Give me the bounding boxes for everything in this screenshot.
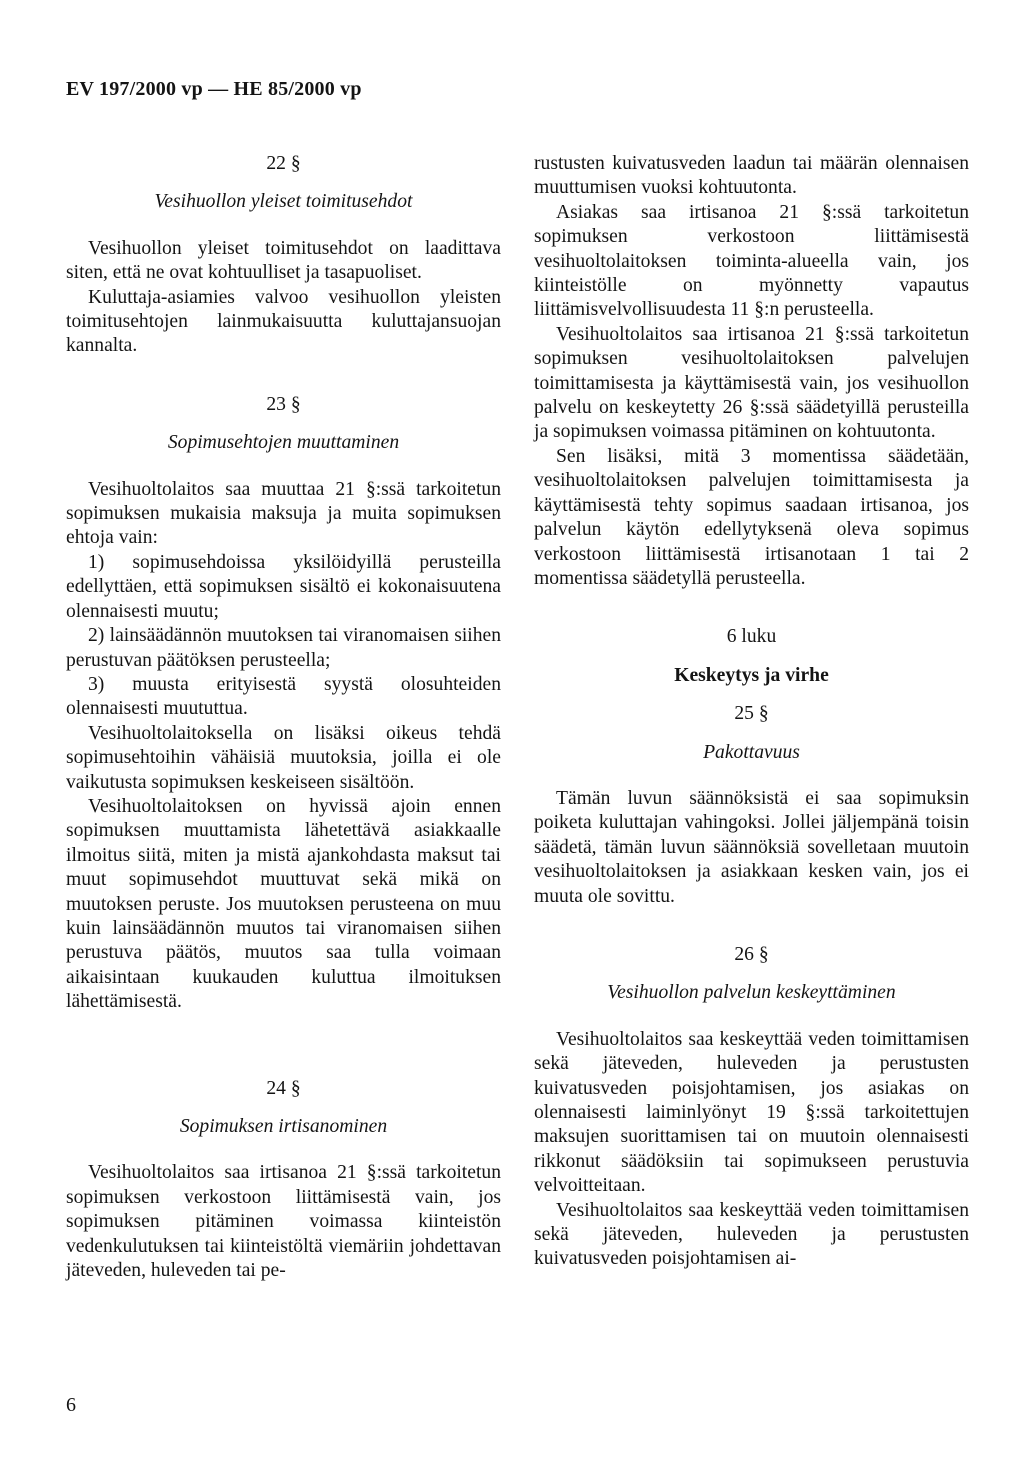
running-head: EV 197/2000 vp — HE 85/2000 vp xyxy=(66,78,362,100)
section-22-title: Vesihuollon yleiset toimitusehdot xyxy=(154,191,413,213)
section-25-number: 25 § xyxy=(734,703,769,725)
section-23-number: 23 § xyxy=(266,393,301,415)
chapter-number: 6 luku xyxy=(726,626,777,648)
section-23-item-3: 3) muusta erityisestä syystä olosuhteiden olennaisesti muututtua. xyxy=(66,673,501,720)
section-24-paragraph-3: Vesihuoltolaitos saa irtisanoa 21 §:ssä tarkoitetun sopimuksen vesihuoltolaitoksen palvelujen toimittamisesta ja käyttämisestä vain, jos vesihuollon palvelu on keskeytetty 26 §:ssä säädetyillä perusteilla ja sopimuksen voimassa pitäminen on kohtuutonta. xyxy=(534,323,969,443)
section-24-title: Sopimuksen irtisanominen xyxy=(179,1116,388,1137)
section-24-paragraph-1: Vesihuoltolaitos saa irtisanoa 21 §:ssä tarkoitetun sopimuksen verkostoon liittämisestä vain, jos sopimuksen pitäminen voimassa kiinteistön vedenkulutuksen tai kiinteistöltä viemäriin johdettavan jäteveden, huleveden tai pe- xyxy=(66,1162,501,1282)
section-26-paragraph-2: Vesihuoltolaitos saa keskeyttää veden toimittamisen sekä jäteveden, huleveden ja perustusten kuivatusveden poisjohtamisen ai- xyxy=(534,1199,969,1270)
section-23-paragraph-2: Vesihuoltolaitoksella on lisäksi oikeus tehdä sopimusehtoihin vähäisiä muutoksia, joilla ei ole vaikutusta sopimuksen keskeiseen sisältöön. xyxy=(66,722,501,793)
section-22-number: 22 § xyxy=(266,153,301,174)
section-23-item-2: 2) lainsäädännön muutoksen tai viranomaisen siihen perustuvan päätöksen perusteella; xyxy=(66,625,501,671)
section-23-paragraph-1: Vesihuoltolaitos saa muuttaa 21 §:ssä tarkoitetun sopimuksen mukaisia maksuja ja muita sopimuksen ehtoja vain: xyxy=(66,478,501,549)
section-23-item-1: 1) sopimusehdoissa yksilöidyillä perusteilla edellyttäen, että sopimuksen sisältö ei kokonaisuutena olennaisesti muutu; xyxy=(66,551,501,622)
section-22-paragraph-1: Vesihuollon yleiset toimitusehdot on laadittava siten, että ne ovat kohtuulliset ja tasapuoliset. xyxy=(66,237,501,284)
section-23-title: Sopimusehtojen muuttaminen xyxy=(167,432,400,454)
page-number: 6 xyxy=(66,1394,76,1416)
section-26-title: Vesihuollon palvelun keskeyttäminen xyxy=(607,982,896,1004)
section-26-number: 26 § xyxy=(734,943,769,965)
section-24-paragraph-2: Asiakas saa irtisanoa 21 §:ssä tarkoitetun sopimuksen verkostoon liittämisestä vesihuoltolaitoksen toiminta-alueella vain, jos kiinteistölle on myönnetty vapautus liittämisvelvollisuudesta 11 §:n perusteella. xyxy=(534,201,969,321)
section-24-number: 24 § xyxy=(266,1077,301,1099)
left-column xyxy=(66,152,501,1283)
section-24-paragraph-4: Sen lisäksi, mitä 3 momentissa säädetään, vesihuoltolaitoksen palvelujen toimittamisesta ja käyttämisestä tehty sopimus saadaan irtisanoa, jos palvelun käytön edellytyksenä oleva sopimus verkostoon liittämisestä irtisanotaan 1 tai 2 momentissa säädetyllä perusteella. xyxy=(534,445,969,589)
section-24-continued-paragraph: rustusten kuivatusveden laadun tai määrän olennaisen muuttumisen vuoksi kohtuutonta. xyxy=(534,153,969,199)
section-25-paragraph-1: Tämän luvun säännöksistä ei saa sopimuksin poiketa kuluttajan vahingoksi. Jollei jäljempänä toisin säädetä, tämän luvun säännöksiä sovelletaan muutoin vesihuoltolaitoksen ja asiakkaan kesken vain, jos ei muuta ole sovittu. xyxy=(534,787,969,907)
section-22-paragraph-2: Kuluttaja-asiamies valvoo vesihuollon yleisten toimitusehtojen lainmukaisuutta kuluttajansuojan kannalta. xyxy=(66,286,501,357)
chapter-title: Keskeytys ja virhe xyxy=(674,664,829,686)
section-23-paragraph-3: Vesihuoltolaitoksen on hyvissä ajoin ennen sopimuksen muuttamista lähetettävä asiakkaalle ilmoitus siitä, miten ja mistä ajankohdasta maksut tai muut sopimusehdot muuttuvat sekä mikä on muutoksen peruste. Jos muutoksen perusteena on muu kuin lainsäädännön muutos tai viranomaisen siihen perustuva päätös, muutos saa tulla voimaan aikaisintaan kuukauden kuluttua ilmoituksen lähettämisestä. xyxy=(66,795,501,1013)
section-25-title: Pakottavuus xyxy=(703,741,800,763)
right-column xyxy=(534,152,969,1272)
section-26-paragraph-1: Vesihuoltolaitos saa keskeyttää veden toimittamisen sekä jäteveden, huleveden ja perustusten kuivatusveden poisjohtamisen, jos asiakas on olennaisesti laiminlyönyt 19 §:ssä tarkoitettujen maksujen suorittamisen tai on muutoin olennaisesti rikkonut säädöksiin tai sopimukseen perustuvia velvoitteitaan. xyxy=(534,1028,969,1197)
